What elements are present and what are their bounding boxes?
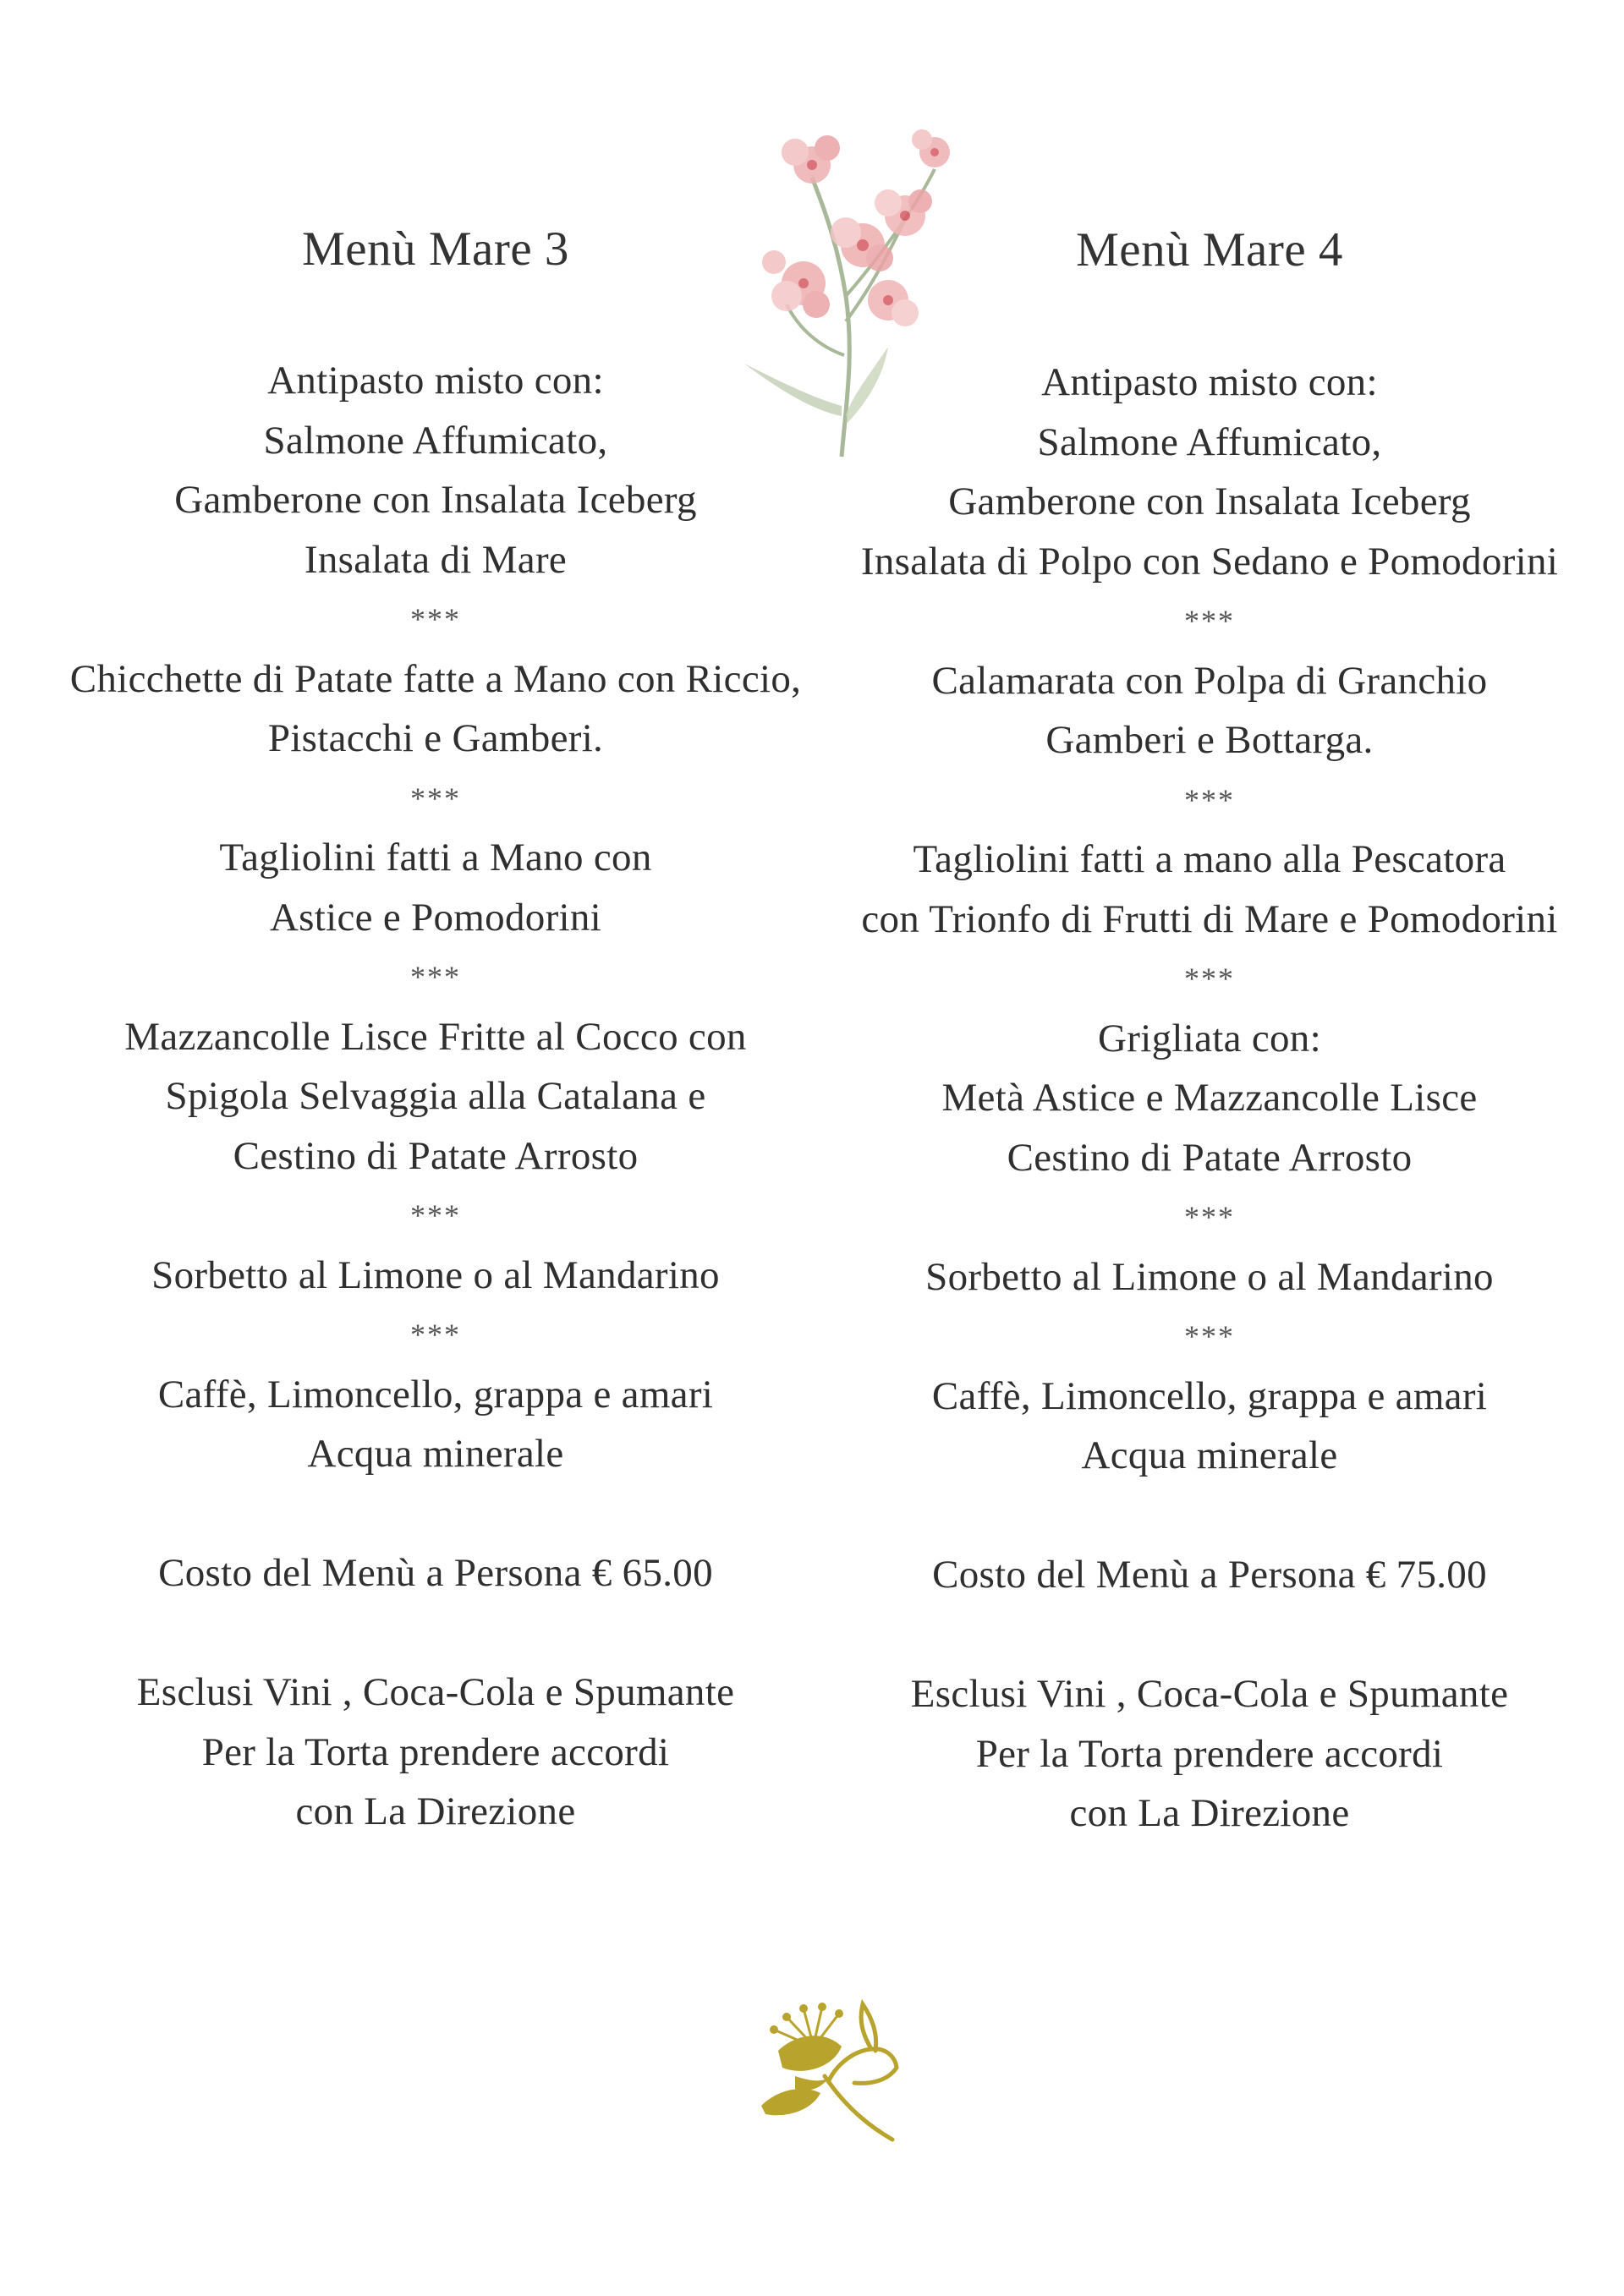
- secondo-line: Grigliata con:: [1098, 1016, 1321, 1060]
- caffe-line: Caffè, Limoncello, grappa e amari: [931, 1373, 1488, 1418]
- antipasto-line: Antipasto misto con:: [267, 359, 604, 403]
- secondo-line: Cestino di Patate Arrosto: [1007, 1135, 1413, 1180]
- menu-body: [34, 351, 837, 1842]
- course-separator: ***: [410, 1198, 461, 1232]
- menu-price: Costo del Menù a Persona € 75.00: [932, 1553, 1487, 1597]
- primo-line: Tagliolini fatti a Mano con: [219, 836, 652, 879]
- course-separator: ***: [410, 1318, 461, 1351]
- note-line: Esclusi Vini , Coca-Cola e Spumante: [136, 1670, 735, 1714]
- antipasto-line: Gamberone con Insalata Iceberg: [174, 478, 697, 522]
- course-separator: ***: [1184, 604, 1235, 638]
- course-separator: ***: [1184, 962, 1235, 995]
- antipasto-line: Antipasto misto con:: [1041, 360, 1378, 404]
- course-separator: ***: [410, 781, 461, 815]
- note-line: Per la Torta prendere accordi: [201, 1729, 670, 1774]
- secondo-line: Spigola Selvaggia alla Catalana e: [165, 1074, 706, 1118]
- antipasto-line: Insalata di Mare: [304, 537, 568, 582]
- antipasto-line: Salmone Affumicato,: [263, 418, 608, 463]
- note-line: Per la Torta prendere accordi: [975, 1731, 1444, 1776]
- primo-line: Astice e Pomodorini: [269, 895, 602, 940]
- primo-line: Chicchette di Patate fatte a Mano con Riccio,: [69, 656, 802, 701]
- sorbetto-line: Sorbetto al Limone o al Mandarino: [151, 1252, 720, 1297]
- course-separator: ***: [1184, 1319, 1235, 1353]
- course-separator: ***: [1184, 1200, 1235, 1234]
- primo-line: con Trionfo di Frutti di Mare e Pomodorini: [861, 896, 1558, 941]
- note-line: Esclusi Vini , Coca-Cola e Spumante: [910, 1672, 1509, 1716]
- course-separator: ***: [410, 602, 461, 636]
- antipasto-line: Insalata di Polpo con Sedano e Pomodorini: [860, 539, 1559, 584]
- note-line: con La Direzione: [295, 1789, 576, 1833]
- antipasto-line: Gamberone con Insalata Iceberg: [948, 479, 1471, 523]
- antipasto-line: Salmone Affumicato,: [1037, 419, 1382, 464]
- secondo-line: Cestino di Patate Arrosto: [233, 1133, 639, 1178]
- caffe-line: Acqua minerale: [307, 1432, 564, 1476]
- secondo-line: Metà Astice e Mazzancolle Lisce: [941, 1076, 1478, 1120]
- menu-title: Menù Mare 3: [302, 222, 569, 276]
- menu-price: Costo del Menù a Persona € 65.00: [158, 1551, 713, 1595]
- course-separator: ***: [1184, 782, 1235, 817]
- primo-line: Pistacchi e Gamberi.: [267, 716, 604, 760]
- primo-line: Tagliolini fatti a mano alla Pescatora: [913, 837, 1506, 881]
- sorbetto-line: Sorbetto al Limone o al Mandarino: [925, 1254, 1494, 1299]
- secondo-line: Mazzancolle Lisce Fritte al Cocco con: [124, 1014, 747, 1059]
- caffe-line: Acqua minerale: [1081, 1433, 1338, 1477]
- menu-title: Menù Mare 4: [1076, 223, 1343, 277]
- note-line: con La Direzione: [1069, 1791, 1350, 1835]
- caffe-line: Caffè, Limoncello, grappa e amari: [157, 1372, 714, 1417]
- menu-body: [825, 353, 1594, 1844]
- primo-line: Calamarata con Polpa di Granchio: [931, 658, 1488, 703]
- primo-line: Gamberi e Bottarga.: [1045, 718, 1374, 762]
- gold-flower-icon: [744, 1983, 905, 2152]
- course-separator: ***: [410, 960, 461, 994]
